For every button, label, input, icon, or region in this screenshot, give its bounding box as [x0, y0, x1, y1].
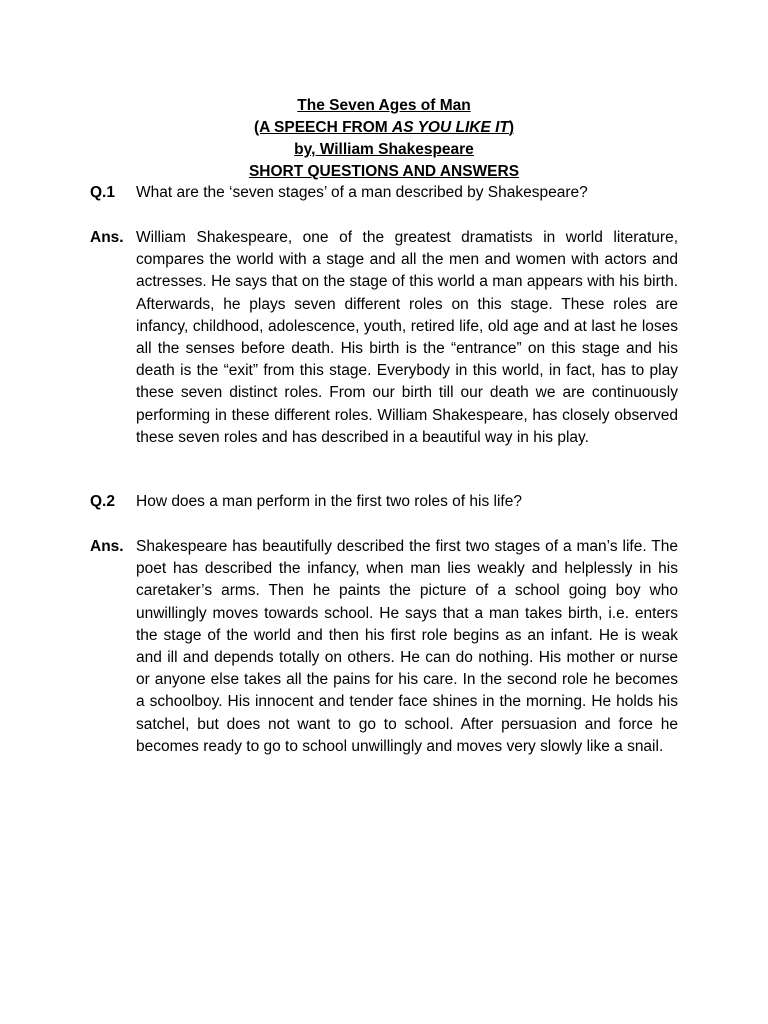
document-title: The Seven Ages of Man	[297, 97, 471, 114]
question-2	[90, 491, 678, 513]
question-text: How does a man perform in the first two roles of his life?	[136, 493, 522, 510]
document-header	[0, 95, 768, 183]
author-line	[0, 139, 768, 161]
answer-text: William Shakespeare, one of the greatest dramatists in world literature, compares the world with a stage and all the men and women with actors and actresses. He says that on the stage of this world a man appears with his birth. Afterwards, he plays seven different roles on this stage. These roles are infancy, childhood, adolescence, youth, retired life, old age and at last he loses all the senses before death. His birth is the “entrance” on this stage and his death is the “exit” from this stage. Everybody in this world, in fact, has to play these seven distinct roles. From our birth till our death we are continuously performing in these different roles. William Shakespeare, has closely observed these seven roles and has described in a beautiful way in his play.	[136, 229, 678, 446]
subtitle-prefix: (A SPEECH FROM	[253, 119, 393, 136]
subtitle	[254, 119, 514, 136]
answer-text: Shakespeare has beautifully described the first two stages of a man’s life. The poet has described the infancy, when man lies weakly and helplessly in his caretaker’s arms. Then he paints the picture of a school going boy who unwillingly moves towards school. He says that a man takes birth, i.e. enters the stage of the world and then his first role begins as an infant. He is weak and ill and depends totally on others. He can do nothing. His mother or nurse or anyone else takes all the pains for his care. In the second role he becomes a schoolboy. His innocent and tender face shines in the morning. He holds his satchel, but does not want to go to school. After persuasion and force he becomes ready to go to school unwillingly and moves very slowly like a snail.	[136, 538, 678, 755]
question-label: Q.1	[90, 184, 115, 201]
section-heading-line	[0, 161, 768, 183]
answer-1	[90, 227, 678, 449]
answer-2	[90, 536, 678, 758]
subtitle-suffix: )	[508, 119, 515, 136]
section-heading: SHORT QUESTIONS AND ANSWERS	[248, 163, 520, 180]
answer-label: Ans.	[90, 229, 124, 246]
question-label: Q.2	[90, 493, 115, 510]
question-1	[90, 182, 678, 204]
answer-label: Ans.	[90, 538, 124, 555]
play-title: AS YOU LIKE IT	[392, 119, 509, 136]
title-line	[0, 95, 768, 117]
subtitle-line	[0, 117, 768, 139]
author: by, William Shakespeare	[294, 141, 474, 158]
question-text: What are the ‘seven stages’ of a man described by Shakespeare?	[136, 184, 588, 201]
